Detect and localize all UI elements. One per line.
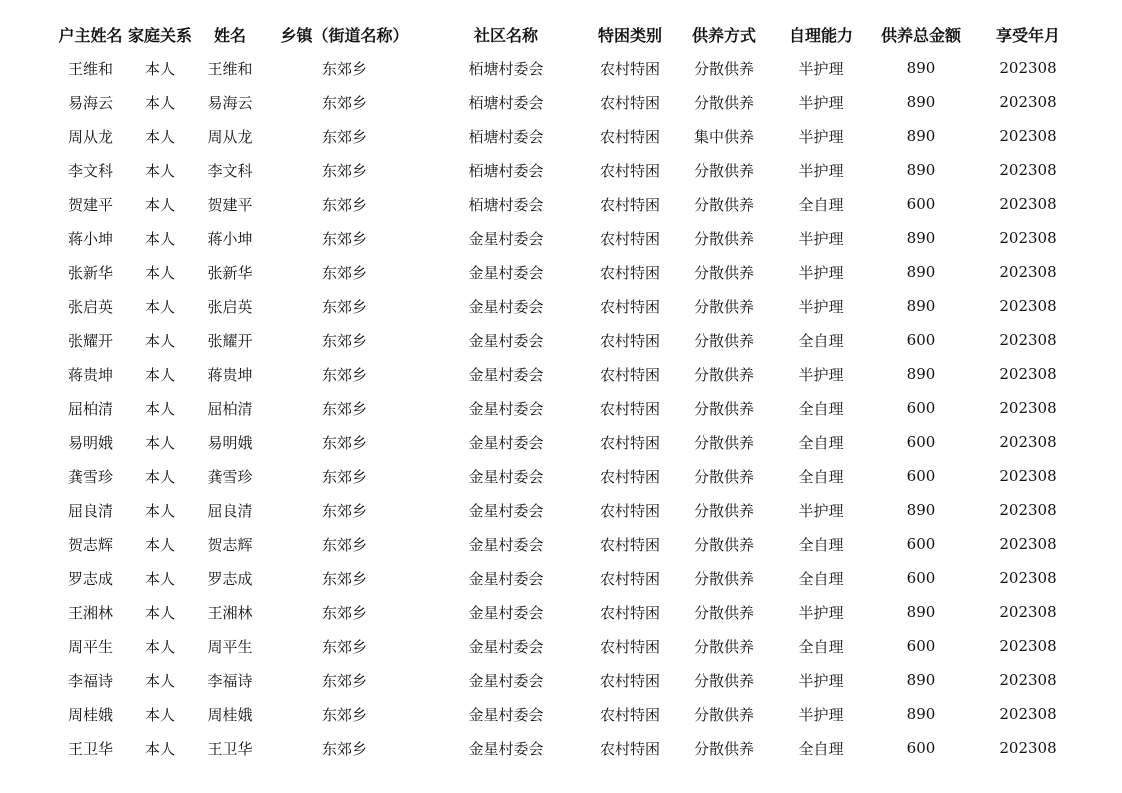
support-mode-cell: 分散供养 (693, 331, 754, 350)
township-cell: 东郊乡 (321, 195, 367, 214)
self-care-cell: 半护理 (798, 263, 844, 282)
community-cell: 金星村委会 (468, 535, 544, 554)
township-cell: 东郊乡 (321, 671, 367, 690)
family-relation-cell: 本人 (144, 671, 175, 690)
spacer-cell (1080, 629, 1122, 663)
table-row (0, 561, 1122, 595)
year-month-cell: 202308 (999, 433, 1057, 451)
year-month-cell: 202308 (999, 365, 1057, 383)
total-amount-cell: 600 (906, 467, 936, 485)
family-relation-cell: 本人 (144, 195, 175, 214)
community-cell: 金星村委会 (468, 739, 544, 758)
name-cell: 贺志辉 (207, 535, 253, 554)
spacer-cell (0, 425, 56, 459)
table-row (0, 493, 1122, 527)
spacer-cell (1080, 17, 1122, 51)
year-month-cell: 202308 (999, 637, 1057, 655)
self-care-cell: 半护理 (798, 603, 844, 622)
family-relation-cell: 本人 (144, 127, 175, 146)
table-row (0, 51, 1122, 85)
spacer-cell (1080, 221, 1122, 255)
name-cell: 蒋贵坤 (207, 365, 253, 384)
total-amount-cell: 600 (906, 739, 936, 757)
name-cell: 王维和 (207, 59, 253, 78)
community-cell: 金星村委会 (468, 263, 544, 282)
year-month-cell: 202308 (999, 705, 1057, 723)
spacer-cell (1080, 391, 1122, 425)
township-cell: 东郊乡 (321, 399, 367, 418)
category-cell: 农村特困 (599, 637, 660, 656)
name-cell: 王卫华 (207, 739, 253, 758)
community-cell: 金星村委会 (468, 331, 544, 350)
category-cell: 农村特困 (599, 671, 660, 690)
spacer-cell (1080, 493, 1122, 527)
spacer-cell (0, 17, 56, 51)
family-relation-cell: 本人 (144, 297, 175, 316)
support-mode-cell: 分散供养 (693, 229, 754, 248)
township-cell: 东郊乡 (321, 297, 367, 316)
spacer-cell (0, 51, 56, 85)
total-amount-cell: 890 (906, 297, 936, 315)
category-cell: 农村特困 (599, 365, 660, 384)
householder-name-cell: 贺志辉 (67, 535, 113, 554)
category-cell: 农村特困 (599, 467, 660, 486)
support-mode-cell: 分散供养 (693, 263, 754, 282)
self-care-cell: 半护理 (798, 671, 844, 690)
year-month-cell: 202308 (999, 569, 1057, 587)
header-name: 姓名 (213, 25, 246, 45)
header-support-mode: 供养方式 (691, 25, 756, 45)
table-row (0, 357, 1122, 391)
year-month-cell: 202308 (999, 671, 1057, 689)
name-cell: 李文科 (207, 161, 253, 180)
header-township: 乡镇（街道名称） (280, 25, 409, 45)
family-relation-cell: 本人 (144, 433, 175, 452)
header-row (0, 17, 1122, 51)
community-cell: 金星村委会 (468, 603, 544, 622)
spacer-cell (1080, 663, 1122, 697)
self-care-cell: 全自理 (798, 433, 844, 452)
family-relation-cell: 本人 (144, 161, 175, 180)
category-cell: 农村特困 (599, 161, 660, 180)
township-cell: 东郊乡 (321, 535, 367, 554)
self-care-cell: 半护理 (798, 705, 844, 724)
total-amount-cell: 600 (906, 535, 936, 553)
township-cell: 东郊乡 (321, 365, 367, 384)
total-amount-cell: 890 (906, 501, 936, 519)
family-relation-cell: 本人 (144, 93, 175, 112)
township-cell: 东郊乡 (321, 263, 367, 282)
family-relation-cell: 本人 (144, 263, 175, 282)
township-cell: 东郊乡 (321, 93, 367, 112)
householder-name-cell: 蒋贵坤 (67, 365, 113, 384)
name-cell: 王湘林 (207, 603, 253, 622)
category-cell: 农村特困 (599, 93, 660, 112)
family-relation-cell: 本人 (144, 399, 175, 418)
support-roster-table (0, 17, 1122, 765)
table-row (0, 85, 1122, 119)
householder-name-cell: 蒋小坤 (67, 229, 113, 248)
total-amount-cell: 890 (906, 705, 936, 723)
name-cell: 易海云 (207, 93, 253, 112)
community-cell: 金星村委会 (468, 501, 544, 520)
community-cell: 金星村委会 (468, 399, 544, 418)
self-care-cell: 全自理 (798, 637, 844, 656)
year-month-cell: 202308 (999, 739, 1057, 757)
support-mode-cell: 分散供养 (693, 671, 754, 690)
spacer-cell (1080, 85, 1122, 119)
year-month-cell: 202308 (999, 229, 1057, 247)
community-cell: 栢塘村委会 (468, 127, 544, 146)
year-month-cell: 202308 (999, 467, 1057, 485)
support-mode-cell: 分散供养 (693, 467, 754, 486)
category-cell: 农村特困 (599, 127, 660, 146)
householder-name-cell: 张启英 (67, 297, 113, 316)
name-cell: 罗志成 (207, 569, 253, 588)
table-row (0, 459, 1122, 493)
township-cell: 东郊乡 (321, 161, 367, 180)
table-row (0, 731, 1122, 765)
spacer-cell (0, 153, 56, 187)
spacer-cell (0, 221, 56, 255)
category-cell: 农村特困 (599, 59, 660, 78)
name-cell: 屈柏清 (207, 399, 253, 418)
year-month-cell: 202308 (999, 127, 1057, 145)
township-cell: 东郊乡 (321, 739, 367, 758)
table-row (0, 391, 1122, 425)
householder-name-cell: 张新华 (67, 263, 113, 282)
householder-name-cell: 周平生 (67, 637, 113, 656)
family-relation-cell: 本人 (144, 467, 175, 486)
header-householder-name: 户主姓名 (58, 25, 123, 45)
township-cell: 东郊乡 (321, 331, 367, 350)
category-cell: 农村特困 (599, 297, 660, 316)
name-cell: 张启英 (207, 297, 253, 316)
spacer-cell (0, 255, 56, 289)
year-month-cell: 202308 (999, 603, 1057, 621)
self-care-cell: 全自理 (798, 467, 844, 486)
self-care-cell: 全自理 (798, 535, 844, 554)
header-category: 特困类别 (597, 25, 662, 45)
table-row (0, 697, 1122, 731)
family-relation-cell: 本人 (144, 331, 175, 350)
support-mode-cell: 分散供养 (693, 603, 754, 622)
spacer-cell (1080, 51, 1122, 85)
spacer-cell (0, 629, 56, 663)
spacer-cell (1080, 697, 1122, 731)
self-care-cell: 全自理 (798, 569, 844, 588)
header-community: 社区名称 (473, 25, 538, 45)
support-mode-cell: 分散供养 (693, 93, 754, 112)
year-month-cell: 202308 (999, 263, 1057, 281)
spacer-cell (0, 561, 56, 595)
year-month-cell: 202308 (999, 297, 1057, 315)
category-cell: 农村特困 (599, 603, 660, 622)
self-care-cell: 全自理 (798, 195, 844, 214)
self-care-cell: 半护理 (798, 93, 844, 112)
name-cell: 周从龙 (207, 127, 253, 146)
spacer-cell (0, 289, 56, 323)
spacer-cell (1080, 119, 1122, 153)
spacer-cell (0, 459, 56, 493)
category-cell: 农村特困 (599, 501, 660, 520)
name-cell: 龚雪珍 (207, 467, 253, 486)
spacer-cell (1080, 255, 1122, 289)
community-cell: 金星村委会 (468, 569, 544, 588)
householder-name-cell: 王卫华 (67, 739, 113, 758)
total-amount-cell: 890 (906, 263, 936, 281)
township-cell: 东郊乡 (321, 501, 367, 520)
table-row (0, 153, 1122, 187)
householder-name-cell: 周从龙 (67, 127, 113, 146)
support-mode-cell: 分散供养 (693, 739, 754, 758)
support-mode-cell: 分散供养 (693, 59, 754, 78)
self-care-cell: 半护理 (798, 59, 844, 78)
family-relation-cell: 本人 (144, 535, 175, 554)
category-cell: 农村特困 (599, 705, 660, 724)
total-amount-cell: 600 (906, 433, 936, 451)
category-cell: 农村特困 (599, 433, 660, 452)
category-cell: 农村特困 (599, 331, 660, 350)
support-mode-cell: 分散供养 (693, 569, 754, 588)
spacer-cell (0, 731, 56, 765)
total-amount-cell: 890 (906, 93, 936, 111)
name-cell: 张耀开 (207, 331, 253, 350)
year-month-cell: 202308 (999, 331, 1057, 349)
total-amount-cell: 600 (906, 195, 936, 213)
table-row (0, 595, 1122, 629)
self-care-cell: 半护理 (798, 297, 844, 316)
spacer-cell (0, 357, 56, 391)
header-year-month: 享受年月 (995, 25, 1060, 45)
total-amount-cell: 890 (906, 365, 936, 383)
spacer-cell (1080, 153, 1122, 187)
category-cell: 农村特困 (599, 229, 660, 248)
year-month-cell: 202308 (999, 161, 1057, 179)
roster-sheet (0, 17, 1122, 765)
community-cell: 金星村委会 (468, 637, 544, 656)
support-mode-cell: 分散供养 (693, 161, 754, 180)
table-row (0, 289, 1122, 323)
community-cell: 金星村委会 (468, 433, 544, 452)
support-mode-cell: 分散供养 (693, 433, 754, 452)
total-amount-cell: 600 (906, 399, 936, 417)
community-cell: 金星村委会 (468, 297, 544, 316)
year-month-cell: 202308 (999, 195, 1057, 213)
header-family-relation: 家庭关系 (127, 25, 192, 45)
table-row (0, 425, 1122, 459)
year-month-cell: 202308 (999, 399, 1057, 417)
township-cell: 东郊乡 (321, 433, 367, 452)
table-row (0, 187, 1122, 221)
township-cell: 东郊乡 (321, 637, 367, 656)
community-cell: 金星村委会 (468, 705, 544, 724)
spacer-cell (0, 85, 56, 119)
self-care-cell: 半护理 (798, 127, 844, 146)
name-cell: 周桂娥 (207, 705, 253, 724)
township-cell: 东郊乡 (321, 229, 367, 248)
township-cell: 东郊乡 (321, 705, 367, 724)
total-amount-cell: 890 (906, 603, 936, 621)
householder-name-cell: 周桂娥 (67, 705, 113, 724)
header-total-amount: 供养总金额 (880, 25, 961, 45)
spacer-cell (0, 527, 56, 561)
spacer-cell (1080, 731, 1122, 765)
self-care-cell: 半护理 (798, 161, 844, 180)
spacer-cell (1080, 561, 1122, 595)
category-cell: 农村特困 (599, 535, 660, 554)
spacer-cell (1080, 459, 1122, 493)
category-cell: 农村特困 (599, 263, 660, 282)
township-cell: 东郊乡 (321, 127, 367, 146)
spacer-cell (0, 391, 56, 425)
spacer-cell (1080, 357, 1122, 391)
township-cell: 东郊乡 (321, 467, 367, 486)
self-care-cell: 全自理 (798, 399, 844, 418)
family-relation-cell: 本人 (144, 59, 175, 78)
total-amount-cell: 600 (906, 637, 936, 655)
support-mode-cell: 集中供养 (693, 127, 754, 146)
spacer-cell (0, 119, 56, 153)
township-cell: 东郊乡 (321, 603, 367, 622)
total-amount-cell: 890 (906, 229, 936, 247)
family-relation-cell: 本人 (144, 739, 175, 758)
support-mode-cell: 分散供养 (693, 705, 754, 724)
support-mode-cell: 分散供养 (693, 501, 754, 520)
householder-name-cell: 龚雪珍 (67, 467, 113, 486)
householder-name-cell: 屈良清 (67, 501, 113, 520)
year-month-cell: 202308 (999, 59, 1057, 77)
community-cell: 金星村委会 (468, 671, 544, 690)
spacer-cell (1080, 595, 1122, 629)
category-cell: 农村特困 (599, 739, 660, 758)
householder-name-cell: 李福诗 (67, 671, 113, 690)
name-cell: 蒋小坤 (207, 229, 253, 248)
category-cell: 农村特困 (599, 399, 660, 418)
total-amount-cell: 600 (906, 569, 936, 587)
spacer-cell (0, 697, 56, 731)
family-relation-cell: 本人 (144, 705, 175, 724)
community-cell: 金星村委会 (468, 229, 544, 248)
table-row (0, 323, 1122, 357)
householder-name-cell: 易明娥 (67, 433, 113, 452)
family-relation-cell: 本人 (144, 501, 175, 520)
householder-name-cell: 罗志成 (67, 569, 113, 588)
spacer-cell (1080, 289, 1122, 323)
support-mode-cell: 分散供养 (693, 297, 754, 316)
name-cell: 李福诗 (207, 671, 253, 690)
name-cell: 易明娥 (207, 433, 253, 452)
township-cell: 东郊乡 (321, 569, 367, 588)
self-care-cell: 全自理 (798, 331, 844, 350)
community-cell: 栢塘村委会 (468, 195, 544, 214)
self-care-cell: 半护理 (798, 501, 844, 520)
table-row (0, 119, 1122, 153)
table-row (0, 663, 1122, 697)
table-row (0, 221, 1122, 255)
community-cell: 栢塘村委会 (468, 161, 544, 180)
family-relation-cell: 本人 (144, 569, 175, 588)
householder-name-cell: 屈柏清 (67, 399, 113, 418)
name-cell: 贺建平 (207, 195, 253, 214)
householder-name-cell: 王湘林 (67, 603, 113, 622)
table-row (0, 527, 1122, 561)
spacer-cell (1080, 425, 1122, 459)
year-month-cell: 202308 (999, 93, 1057, 111)
support-mode-cell: 分散供养 (693, 195, 754, 214)
spacer-cell (0, 595, 56, 629)
spacer-cell (0, 187, 56, 221)
roster-body (0, 51, 1122, 765)
self-care-cell: 半护理 (798, 365, 844, 384)
year-month-cell: 202308 (999, 501, 1057, 519)
township-cell: 东郊乡 (321, 59, 367, 78)
name-cell: 张新华 (207, 263, 253, 282)
community-cell: 金星村委会 (468, 467, 544, 486)
total-amount-cell: 890 (906, 127, 936, 145)
spacer-cell (1080, 527, 1122, 561)
community-cell: 金星村委会 (468, 365, 544, 384)
support-mode-cell: 分散供养 (693, 399, 754, 418)
support-mode-cell: 分散供养 (693, 535, 754, 554)
householder-name-cell: 易海云 (67, 93, 113, 112)
total-amount-cell: 600 (906, 331, 936, 349)
community-cell: 栢塘村委会 (468, 59, 544, 78)
table-row (0, 255, 1122, 289)
family-relation-cell: 本人 (144, 637, 175, 656)
householder-name-cell: 王维和 (67, 59, 113, 78)
category-cell: 农村特困 (599, 569, 660, 588)
householder-name-cell: 贺建平 (67, 195, 113, 214)
family-relation-cell: 本人 (144, 229, 175, 248)
table-row (0, 629, 1122, 663)
name-cell: 屈良清 (207, 501, 253, 520)
support-mode-cell: 分散供养 (693, 365, 754, 384)
total-amount-cell: 890 (906, 59, 936, 77)
family-relation-cell: 本人 (144, 603, 175, 622)
category-cell: 农村特困 (599, 195, 660, 214)
total-amount-cell: 890 (906, 671, 936, 689)
self-care-cell: 半护理 (798, 229, 844, 248)
header-self-care: 自理能力 (788, 25, 853, 45)
self-care-cell: 全自理 (798, 739, 844, 758)
spacer-cell (1080, 187, 1122, 221)
householder-name-cell: 张耀开 (67, 331, 113, 350)
spacer-cell (0, 493, 56, 527)
family-relation-cell: 本人 (144, 365, 175, 384)
community-cell: 栢塘村委会 (468, 93, 544, 112)
total-amount-cell: 890 (906, 161, 936, 179)
name-cell: 周平生 (207, 637, 253, 656)
support-mode-cell: 分散供养 (693, 637, 754, 656)
spacer-cell (0, 323, 56, 357)
householder-name-cell: 李文科 (67, 161, 113, 180)
spacer-cell (1080, 323, 1122, 357)
year-month-cell: 202308 (999, 535, 1057, 553)
spacer-cell (0, 663, 56, 697)
